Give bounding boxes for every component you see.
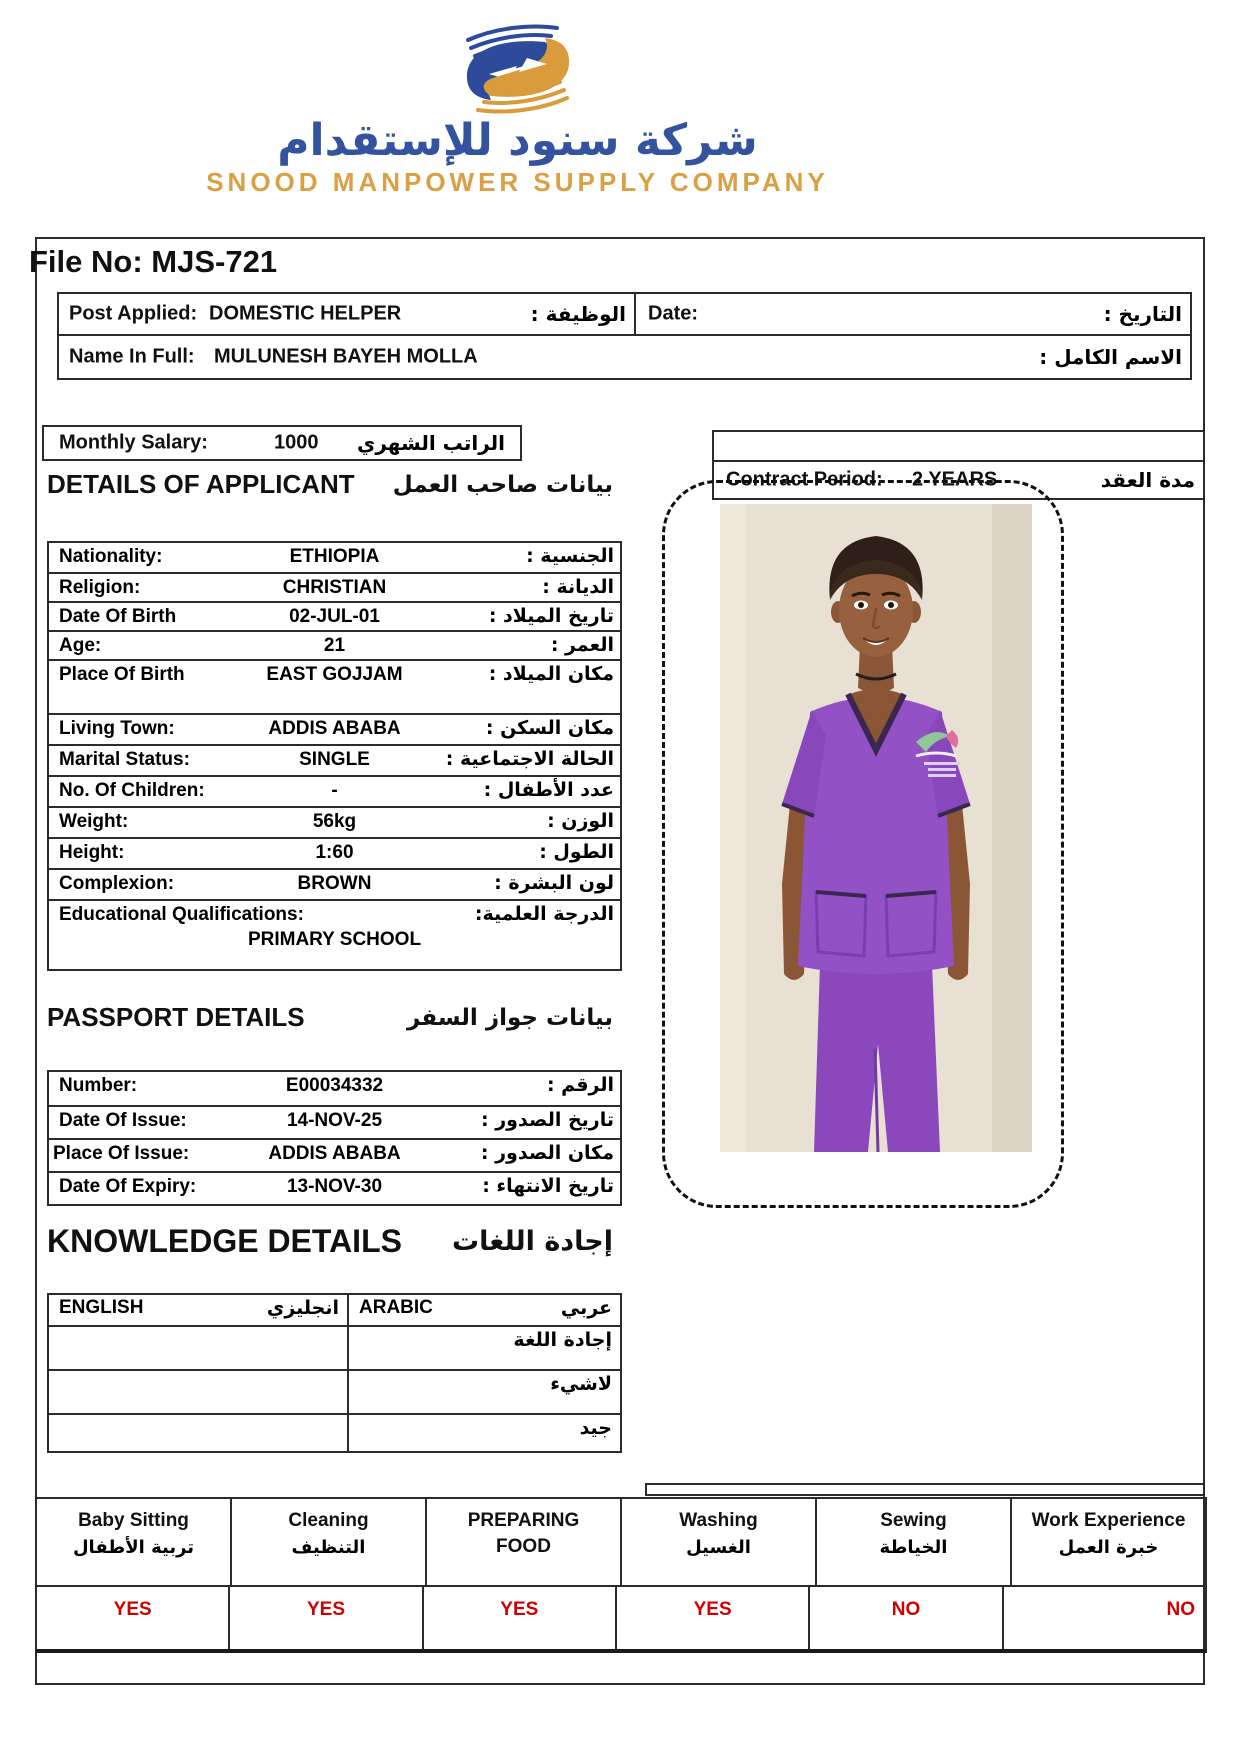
date-label-arabic: التاريخ : — [1103, 302, 1182, 326]
row-label: Date Of Birth — [59, 606, 177, 627]
skill-name: Washing — [679, 1510, 758, 1531]
row-label-arabic: تاريخ الميلاد : — [488, 605, 614, 627]
skills-value-row — [37, 1587, 1205, 1649]
knowledge-row — [49, 1325, 620, 1369]
passport-section-heading — [47, 1002, 613, 1033]
row-label-arabic: مكان الصدور : — [480, 1142, 614, 1164]
table-row — [49, 868, 620, 899]
post-applied-label-arabic: الوظيفة : — [530, 302, 626, 326]
skill-header-cell — [817, 1499, 1012, 1585]
skill-name: PREPARING FOOD — [467, 1510, 580, 1557]
arabic-value: إجادة اللغة — [513, 1329, 612, 1351]
row-value: - — [331, 780, 338, 801]
table-row — [49, 659, 620, 713]
company-logo-icon — [405, 22, 630, 117]
knowledge-section-heading — [47, 1223, 613, 1260]
skills-header-row — [37, 1499, 1205, 1587]
education-line — [49, 901, 620, 929]
post-applied-cell — [59, 294, 636, 334]
table-row — [49, 837, 620, 868]
skill-value: YES — [230, 1587, 423, 1649]
contract-value: 2 YEARS — [912, 468, 998, 491]
table-row — [49, 1105, 620, 1138]
skill-name-arabic: الغسيل — [686, 1536, 751, 1558]
passport-table — [47, 1070, 622, 1206]
post-date-row — [59, 294, 1190, 334]
row-value: ADDIS ABABA — [268, 718, 401, 739]
row-label: Complexion: — [59, 873, 175, 894]
knowledge-title-arabic: إجادة اللغات — [452, 1226, 613, 1257]
applicant-title-arabic: بيانات صاحب العمل — [392, 471, 613, 498]
name-label: Name In Full: — [69, 345, 195, 368]
arabic-cell — [349, 1371, 620, 1413]
english-cell — [49, 1371, 349, 1413]
skills-table — [35, 1497, 1207, 1653]
applicant-table — [47, 541, 622, 971]
education-row — [49, 899, 620, 969]
passport-title: PASSPORT DETAILS — [47, 1002, 305, 1032]
row-label: Place Of Birth — [59, 664, 185, 685]
row-value: SINGLE — [299, 749, 370, 770]
skill-name: Work Experience — [1031, 1510, 1186, 1531]
row-label: Marital Status: — [59, 749, 190, 770]
knowledge-header-row — [49, 1295, 620, 1325]
skill-value: YES — [424, 1587, 617, 1649]
row-label: No. Of Children: — [59, 780, 205, 801]
skill-name-arabic: الخياطة — [879, 1536, 948, 1558]
row-value: 13-NOV-30 — [286, 1176, 383, 1197]
row-value: 56kg — [312, 811, 357, 832]
skill-value: NO — [810, 1587, 1003, 1649]
arabic-value: لاشيء — [550, 1373, 612, 1395]
row-label-arabic: الحالة الاجتماعية : — [445, 748, 614, 770]
header-info-table — [57, 292, 1192, 380]
applicant-title: DETAILS OF APPLICANT — [47, 469, 355, 499]
name-value: MULUNESH BAYEH MOLLA — [214, 345, 478, 368]
row-label-arabic: عدد الأطفال : — [483, 779, 614, 801]
skill-value: YES — [37, 1587, 230, 1649]
file-number: File No: MJS-721 — [29, 244, 278, 279]
table-row — [49, 630, 620, 659]
table-row — [49, 1072, 620, 1105]
table-row — [49, 572, 620, 601]
row-value: 21 — [323, 635, 346, 656]
passport-title-arabic: بيانات جواز السفر — [407, 1004, 613, 1031]
skill-value: NO — [1166, 1599, 1195, 1620]
knowledge-row — [49, 1413, 620, 1451]
table-row — [49, 744, 620, 775]
row-value: 02-JUL-01 — [289, 606, 380, 627]
row-label: Place Of Issue: — [53, 1143, 190, 1164]
row-label: Number: — [59, 1075, 138, 1096]
skill-header-cell — [427, 1499, 622, 1585]
table-row — [49, 601, 620, 630]
english-header-arabic: انجليزي — [266, 1297, 339, 1319]
name-label-arabic: الاسم الكامل : — [1039, 345, 1182, 369]
row-label-arabic: مكان السكن : — [485, 717, 614, 739]
row-label: Religion: — [59, 577, 141, 598]
divider-bar — [645, 1483, 1205, 1496]
row-label-arabic: لون البشرة : — [494, 872, 614, 894]
row-label-arabic: الجنسية : — [526, 545, 614, 567]
skill-header-cell — [232, 1499, 427, 1585]
education-value: PRIMARY SCHOOL — [247, 929, 422, 950]
contract-label: Contract Period: — [726, 468, 883, 491]
salary-value: 1000 — [274, 431, 319, 454]
applicant-photo — [720, 504, 1032, 1152]
skill-name-arabic: تربية الأطفال — [72, 1536, 195, 1558]
row-label: Height: — [59, 842, 125, 863]
arabic-cell — [349, 1415, 620, 1451]
post-applied-label: Post Applied: — [69, 302, 198, 325]
row-label: Living Town: — [59, 718, 175, 739]
table-row — [49, 806, 620, 837]
arabic-header-cell — [349, 1295, 620, 1325]
document-body — [29, 237, 1205, 1685]
skill-name: Sewing — [880, 1510, 947, 1531]
table-row — [49, 1171, 620, 1204]
salary-box — [42, 425, 522, 461]
row-value: ADDIS ABABA — [268, 1143, 401, 1164]
row-value: 14-NOV-25 — [286, 1110, 383, 1131]
salary-label: Monthly Salary: — [59, 431, 208, 454]
table-row — [49, 713, 620, 744]
arabic-cell — [349, 1327, 620, 1369]
arabic-header: ARABIC — [359, 1297, 433, 1318]
arabic-header-arabic: عربي — [560, 1297, 612, 1319]
company-name-arabic: شركة سنود للإستقدام — [277, 115, 758, 166]
education-label: Educational Qualifications: — [59, 904, 304, 925]
row-label-arabic: تاريخ الصدور : — [481, 1109, 614, 1131]
date-label: Date: — [648, 302, 699, 325]
company-name-english: SNOOD MANPOWER SUPPLY COMPANY — [206, 167, 829, 198]
english-cell — [49, 1415, 349, 1451]
table-row — [49, 775, 620, 806]
date-cell — [636, 294, 1190, 334]
table-row — [49, 1138, 620, 1171]
english-cell — [49, 1327, 349, 1369]
row-label: Date Of Issue: — [59, 1110, 187, 1131]
contract-label-arabic: مدة العقد — [1100, 468, 1195, 492]
english-header-cell — [49, 1295, 349, 1325]
row-label-arabic: تاريخ الانتهاء : — [482, 1175, 614, 1197]
row-value: EAST GOJJAM — [266, 664, 403, 685]
row-value: 1:60 — [315, 842, 354, 863]
table-row — [49, 543, 620, 572]
arabic-value: جيد — [579, 1417, 612, 1439]
skill-header-cell — [622, 1499, 817, 1585]
education-label-arabic: الدرجة العلمية: — [474, 903, 614, 925]
post-applied-value: DOMESTIC HELPER — [209, 302, 402, 325]
row-value: E00034332 — [285, 1075, 384, 1096]
salary-label-arabic: الراتب الشهري — [357, 431, 505, 455]
row-label-arabic: الديانة : — [542, 576, 614, 598]
row-label-arabic: العمر : — [550, 634, 614, 656]
contract-empty-row — [714, 432, 1203, 462]
knowledge-title: KNOWLEDGE DETAILS — [47, 1223, 402, 1259]
row-label-arabic: الطول : — [539, 841, 614, 863]
applicant-section-heading — [47, 469, 613, 500]
knowledge-row — [49, 1369, 620, 1413]
row-value: ETHIOPIA — [289, 546, 380, 567]
row-label-arabic: مكان الميلاد : — [488, 663, 614, 685]
english-header: ENGLISH — [59, 1297, 144, 1318]
row-label-arabic: الرقم : — [546, 1074, 614, 1096]
skill-value: YES — [617, 1587, 810, 1649]
skill-name: Baby Sitting — [78, 1510, 189, 1531]
row-label: Weight: — [59, 811, 129, 832]
skill-header-cell — [37, 1499, 232, 1585]
skill-header-cell — [1012, 1499, 1205, 1585]
row-label-arabic: الوزن : — [547, 810, 614, 832]
row-label: Nationality: — [59, 546, 163, 567]
skill-name: Cleaning — [288, 1510, 369, 1531]
row-value: CHRISTIAN — [282, 577, 387, 598]
skill-name-arabic: التنظيف — [291, 1536, 366, 1558]
row-label: Date Of Expiry: — [59, 1176, 197, 1197]
name-row — [59, 334, 1190, 378]
row-value: BROWN — [297, 873, 372, 894]
skill-name-arabic: خبرة العمل — [1058, 1536, 1159, 1558]
company-header — [0, 22, 1035, 198]
knowledge-table — [47, 1293, 622, 1453]
row-label: Age: — [59, 635, 102, 656]
